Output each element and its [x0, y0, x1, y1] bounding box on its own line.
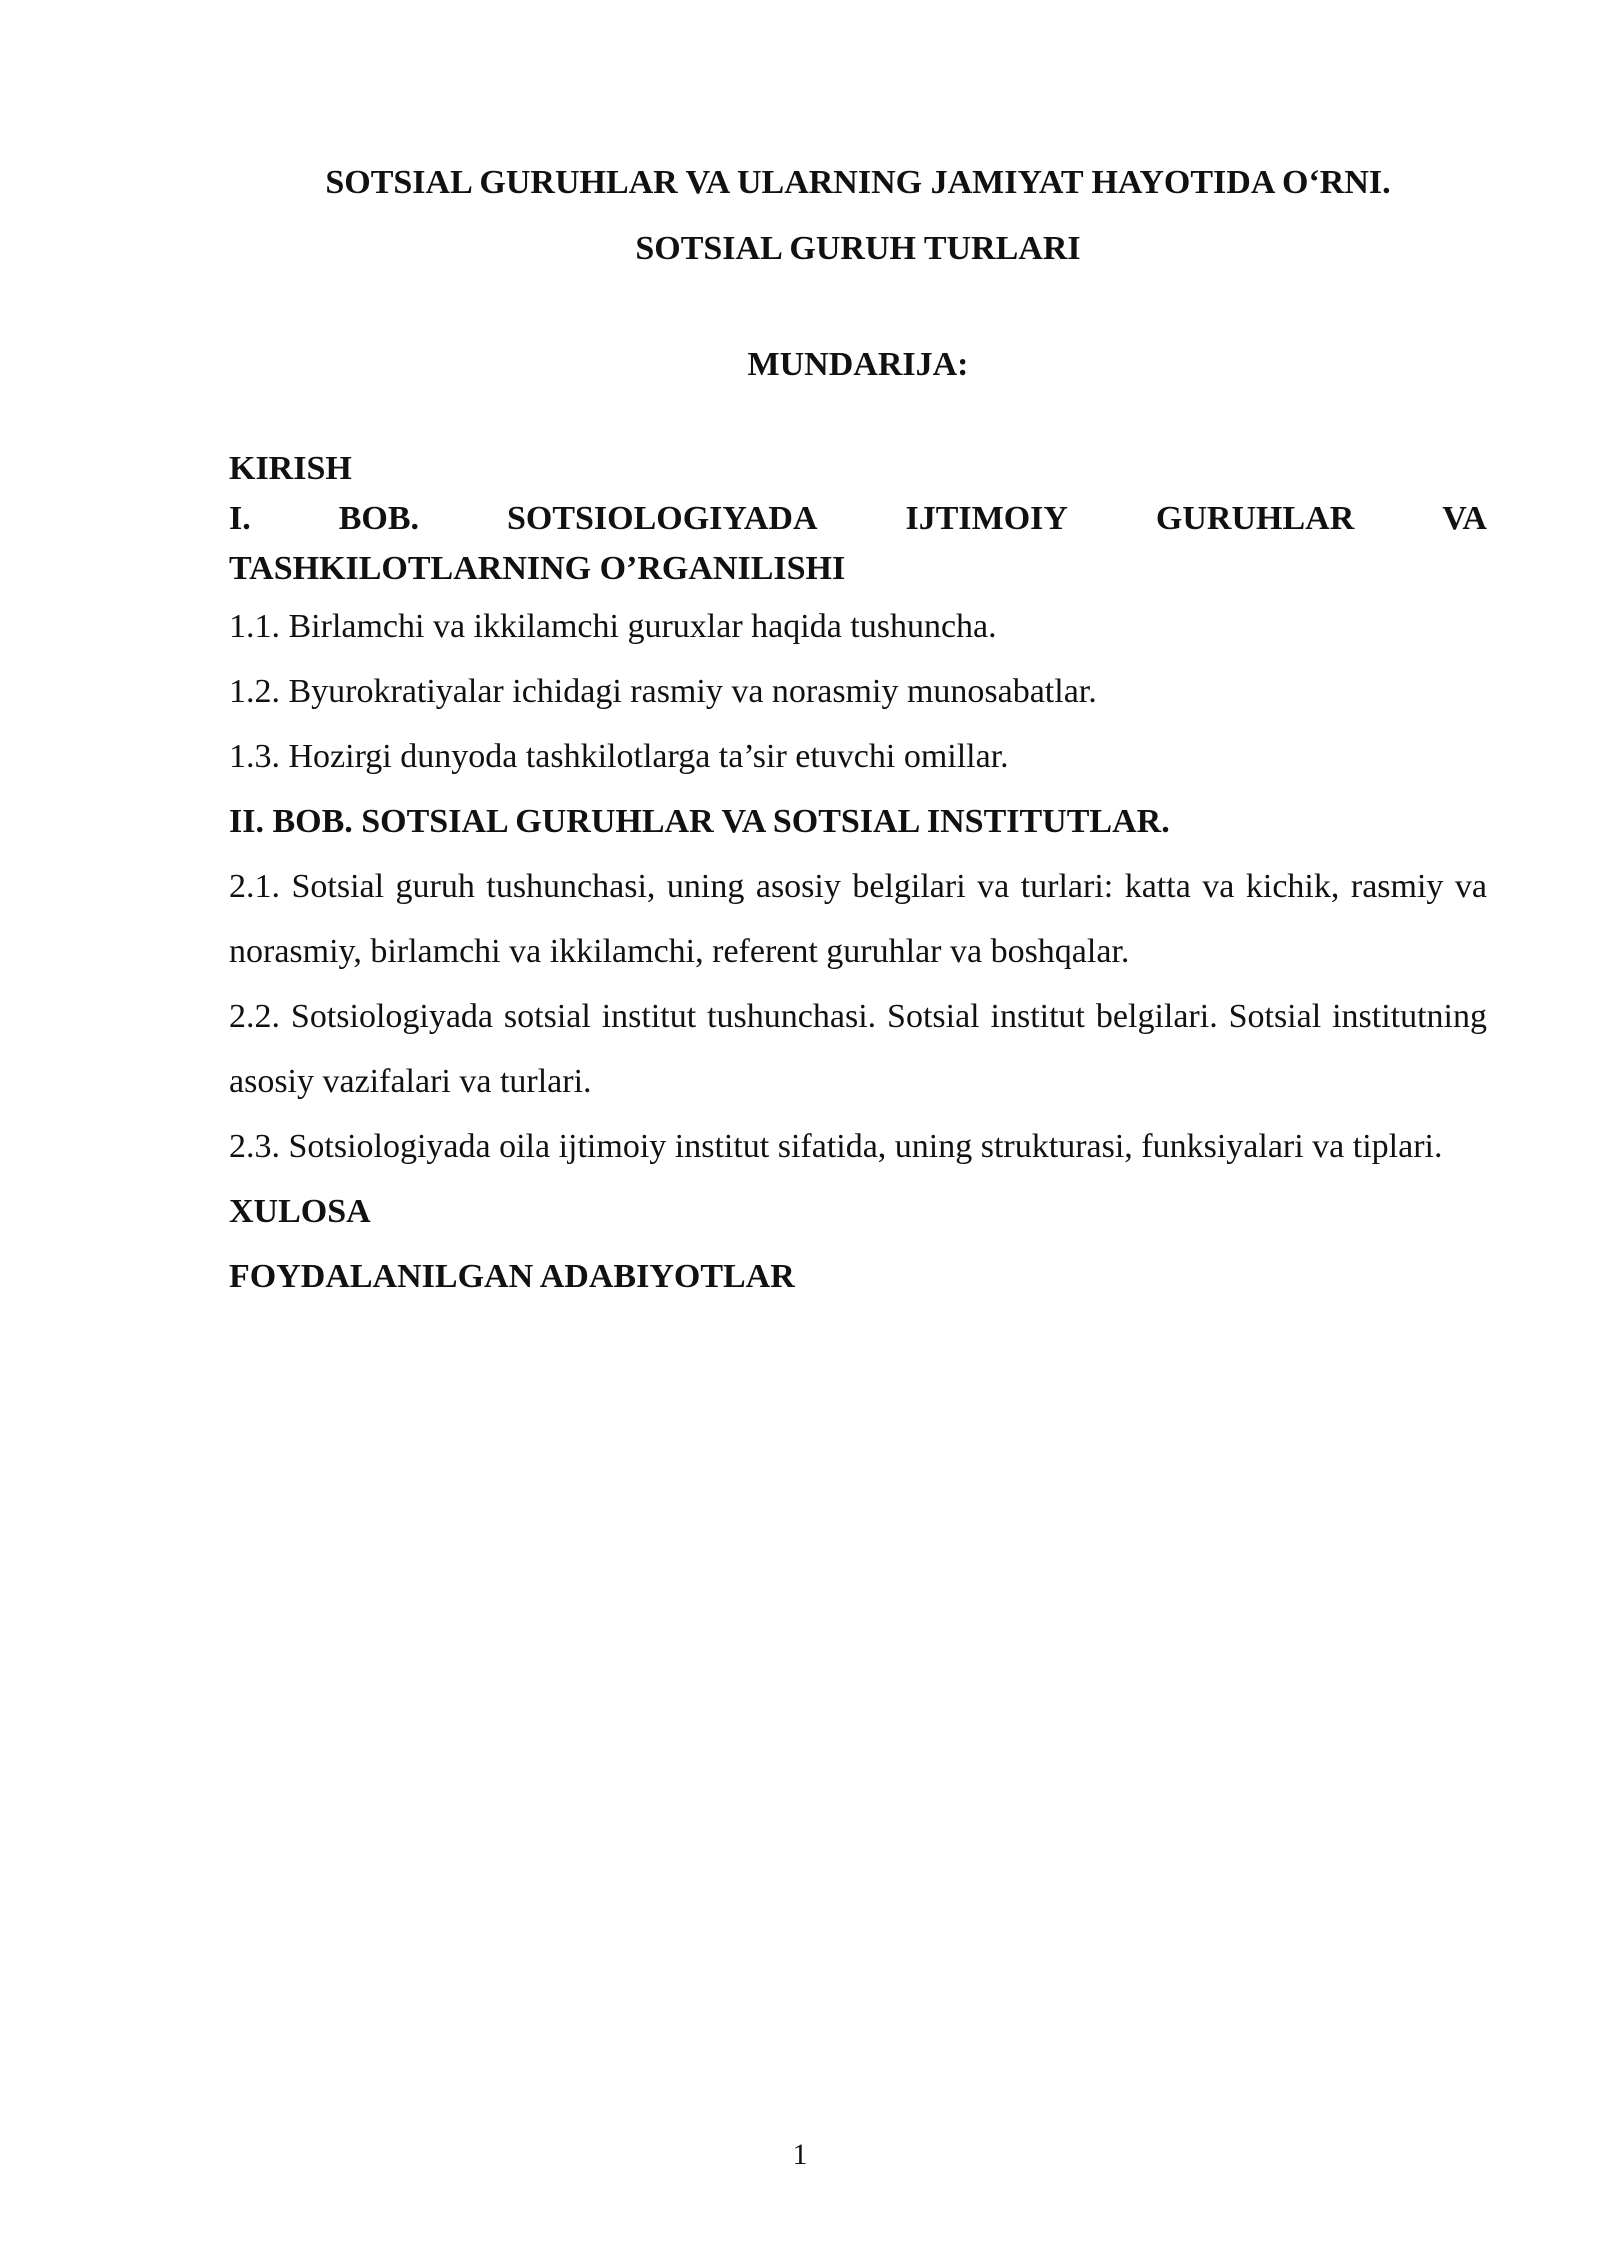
toc-word: BOB.	[338, 500, 420, 537]
toc-entry-chapter-1-line-1	[229, 494, 1487, 544]
toc-entry-chapter-1-line-2: TASHKILOTLARNING O’RGANILISHI	[229, 550, 846, 587]
table-of-contents	[229, 444, 1487, 1309]
toc-entry-chapter-2: II. BOB. SOTSIAL GURUHLAR VA SOTSIAL INSTITUTLAR.	[229, 803, 1170, 840]
toc-word: I.	[229, 500, 251, 537]
toc-entry-conclusion: XULOSA	[229, 1193, 371, 1230]
document-title-line-1: SOTSIAL GURUHLAR VA ULARNING JAMIYAT HAYOTIDA O‘RNI.	[325, 164, 1391, 201]
toc-entry-section-1-3: 1.3. Hozirgi dunyoda tashkilotlarga ta’sir etuvchi omillar.	[229, 738, 1009, 775]
toc-entry-section-2-1: 2.1. Sotsial guruh tushunchasi, uning asosiy belgilari va turlari: katta va kichik, rasmiy va norasmiy, birlamchi va ikkilamchi, referent guruhlar va boshqalar.	[229, 868, 1487, 970]
toc-word: IJTIMOIY	[905, 500, 1068, 537]
toc-entry-section-1-2: 1.2. Byurokratiyalar ichidagi rasmiy va norasmiy munosabatlar.	[229, 673, 1097, 710]
toc-word: GURUHLAR	[1155, 500, 1355, 537]
document-title-line-2: SOTSIAL GURUH TURLARI	[635, 230, 1081, 267]
toc-entry-section-2-2: 2.2. Sotsiologiyada sotsial institut tushunchasi. Sotsial institut belgilari. Sotsial institutning asosiy vazifalari va turlari.	[229, 998, 1487, 1100]
toc-word: SOTSIOLOGIYADA	[506, 500, 818, 537]
page-number: 1	[792, 2138, 808, 2171]
toc-word: VA	[1442, 500, 1487, 537]
toc-entry-section-1-1: 1.1. Birlamchi va ikkilamchi guruxlar haqida tushuncha.	[229, 608, 997, 645]
toc-entry-section-2-3: 2.3. Sotsiologiyada oila ijtimoiy institut sifatida, uning strukturasi, funksiyalari va tiplari.	[229, 1128, 1443, 1165]
toc-entry-references: FOYDALANILGAN ADABIYOTLAR	[229, 1258, 795, 1295]
toc-heading: MUNDARIJA:	[747, 346, 969, 383]
page-content	[229, 150, 1487, 1309]
toc-entry-intro: KIRISH	[229, 450, 352, 487]
